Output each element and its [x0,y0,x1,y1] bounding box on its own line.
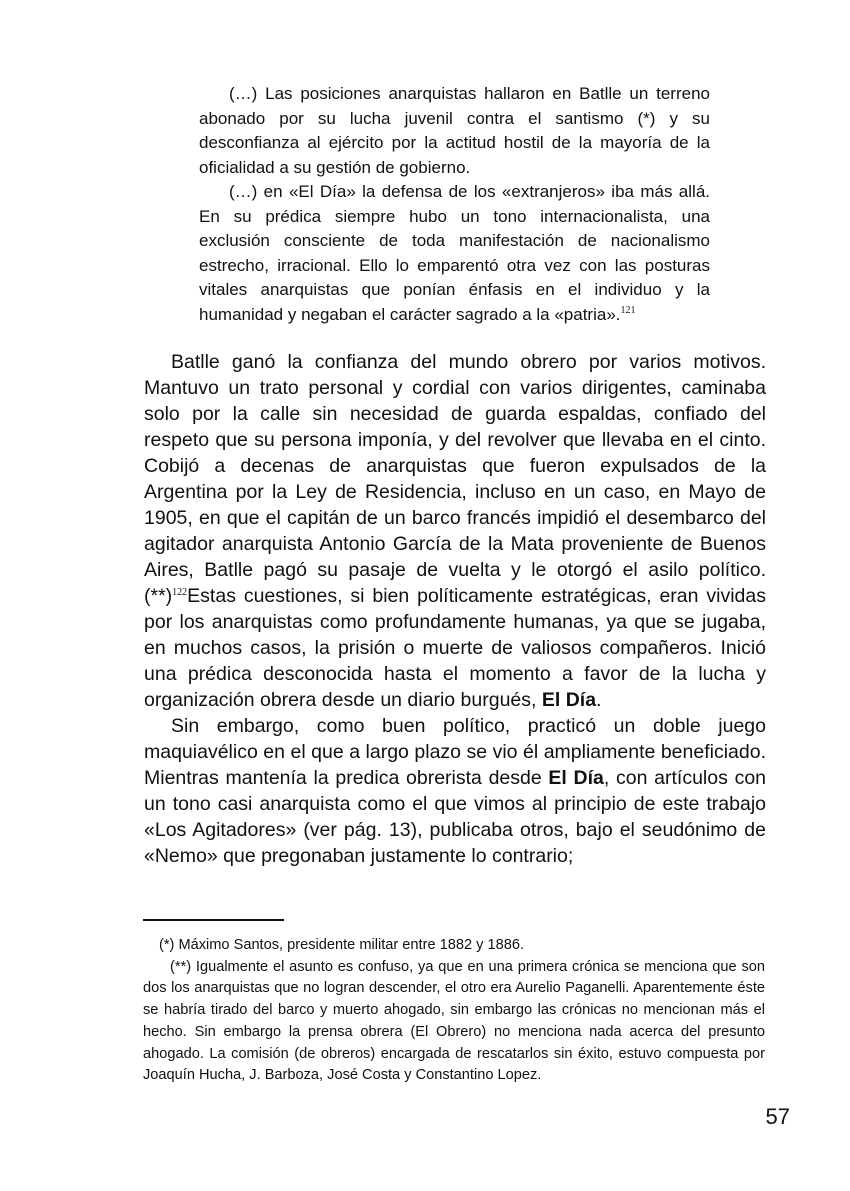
body-text-segment: Batlle ganó la confianza del mundo obrero por varios motivos. Mantuvo un trato personal y cordial con varios dirigentes, caminaba solo por la calle sin necesidad de guarda espaldas, confiado del respeto que su persona imponía, y del revolver que llevaba en el cinto. Cobijó a decenas de anarquistas que fueron expulsados de la Argentina por la Ley de Residencia, incluso en un caso, en Mayo de 1905, en que el capitán de un barco francés impidió el desembarco del agitador anarquista Antonio García de la Mata proveniente de Buenos Aires, Batlle pagó su pasaje de vuelta y le otorgó el asilo político.(**) [144,351,766,607]
body-text-segment: Sin embargo, como buen político, practicó un doble juego maquiavélico en el que a largo plazo se vio él ampliamente beneficiado. Mientras mantenía la predica obrerista desde [144,715,766,789]
block-quote [199,82,710,327]
page-number: 57 [765,1104,790,1129]
body-text-segment: , con artículos con un tono casi anarquista como el que vimos al principio de este trabajo «Los Agitadores» (ver pág. 13), publicaba otros, bajo el seudónimo de «Nemo» que pregonaban justamente lo contrario; [144,767,767,867]
body-paragraph [144,713,766,869]
quote-paragraph-text: (…) en «El Día» la defensa de los «extranjeros» iba más allá. En su prédica siempre hubo un tono internacionalista, una exclusión consciente de toda manifestación de nacionalismo estrecho, irracional. Ello lo emparentó otra vez con las posturas vitales anarquistas que ponían énfasis en el individuo y la humanidad y negaban el carácter sagrado a la «patria». [199,182,710,324]
newspaper-name: El Día [548,767,604,789]
quote-paragraph [199,180,710,327]
quote-paragraph [199,82,710,180]
footnotes [143,935,765,1087]
footnote-reference-122: 122 [172,587,188,598]
body-text-segment: . [596,689,602,711]
quote-paragraph-text: (…) Las posiciones anarquistas hallaron en Batlle un terreno abonado por su lucha juvenil contra el santismo (*) y su desconfianza al ejército por la actitud hostil de la mayoría de la oficialidad a su gestión de gobierno. [199,84,710,177]
main-text [144,349,766,869]
footnote-reference-121: 121 [620,304,636,316]
body-text-segment: Estas cuestiones, si bien políticamente estratégicas, eran vividas por los anarquistas como profundamente humanas, ya que se jugaba, en muchos casos, la prisión o muerte de valiosos compañeros. Inició una prédica desconocida hasta el momento a favor de la lucha y organización obrera desde un diario burgués, [144,585,766,711]
footnote-paganelli: (**) Igualmente el asunto es confuso, ya que en una primera crónica se menciona que son dos los anarquistas que no logran descender, el otro era Aurelio Paganelli. Aparentemente éste se habría tirado del barco y muerto ahogado, sin embargo las crónicas no mencionan más el hecho. Sin embargo la prensa obrera (El Obrero) no menciona nada acerca del presunto ahogado. La comisión (de obreros) encargada de rescatarlos sin éxito, estuvo compuesta por Joaquín Hucha, J. Barboza, José Costa y Constantino Lopez. [143,958,765,1084]
footnote-separator [143,919,284,921]
body-paragraph [144,349,766,713]
footnote-santos: (*) Máximo Santos, presidente militar entre 1882 y 1886. [159,937,525,953]
newspaper-name: El Día [541,689,597,711]
